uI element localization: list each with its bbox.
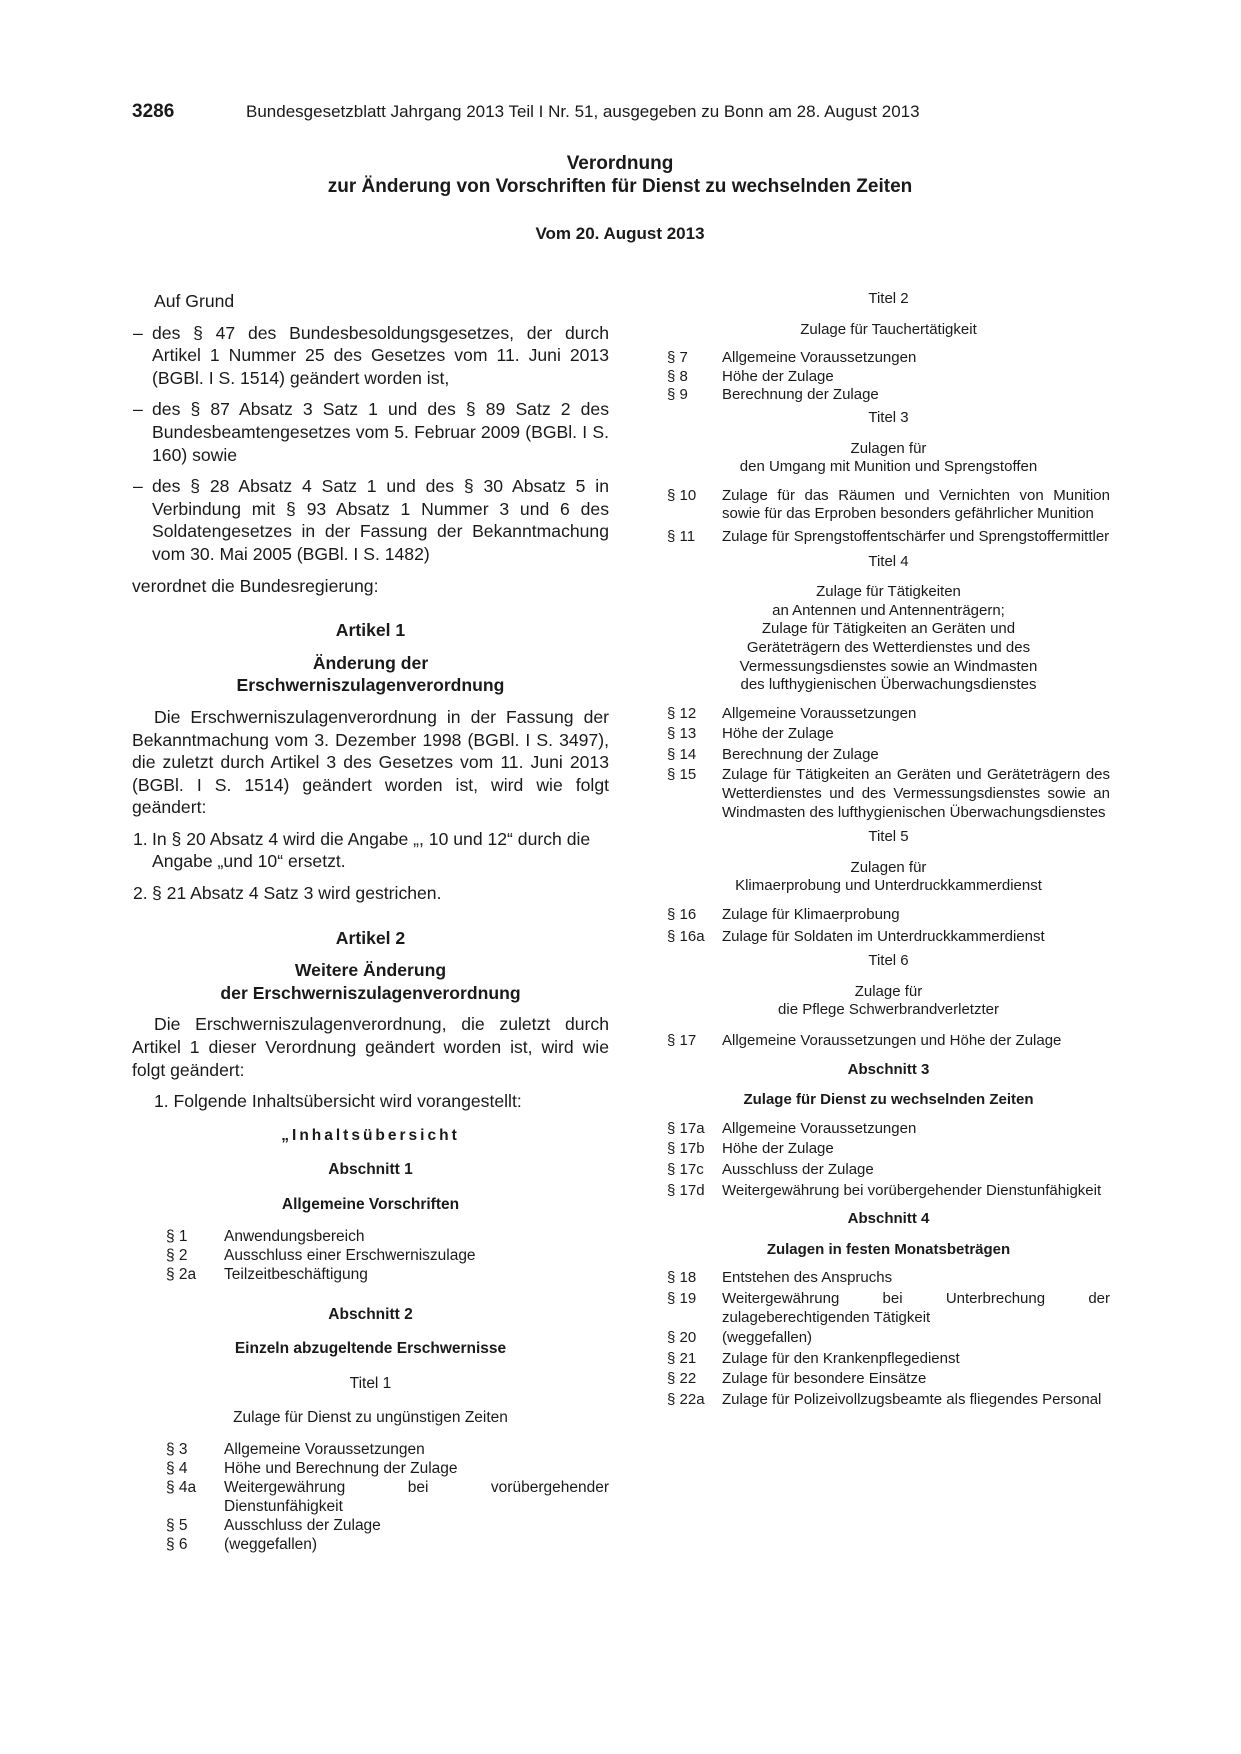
paragraph-title: (weggefallen)	[224, 1535, 318, 1553]
paragraph-number: § 7	[667, 349, 688, 367]
right-column	[667, 290, 1110, 1410]
paragraph-number: § 22	[667, 1370, 697, 1388]
title-6-list	[667, 1032, 1110, 1051]
preamble-closing: verordnet die Bundesregierung:	[132, 575, 379, 596]
title-line-1: Verordnung	[566, 153, 674, 174]
title-2-heading: Titel 2	[868, 290, 909, 307]
paragraph-title: Zulage für den Krankenpflegedienst	[722, 1349, 960, 1367]
paragraph-number: § 18	[667, 1269, 697, 1287]
item-text: § 21 Absatz 4 Satz 3 wird gestrichen.	[152, 883, 442, 904]
toc-entry	[667, 487, 1110, 524]
dash-marker: –	[133, 476, 143, 497]
title-4-name-line: Geräteträgern des Wetterdienstes und des	[746, 638, 1031, 656]
title-5-name-1: Zulagen für	[850, 858, 927, 876]
preamble-item	[132, 322, 609, 390]
section-3-name: Zulage für Dienst zu wechselnden Zeiten	[743, 1091, 1034, 1109]
toc-entry	[132, 1246, 609, 1265]
title-4-name-line: des lufthygienischen Überwachungsdienstes	[740, 676, 1037, 694]
paragraph-number: § 10	[667, 486, 697, 504]
toc-entry	[667, 1391, 1110, 1410]
toc-entry	[132, 1478, 609, 1516]
title-4-name-line: Vermessungsdienstes sowie an Windmasten	[739, 657, 1038, 675]
toc-entry	[667, 528, 1110, 547]
toc-entry	[667, 1032, 1110, 1051]
toc-entry	[132, 1440, 609, 1459]
section-1-name: Allgemeine Vorschriften	[281, 1196, 460, 1213]
preamble-item-text: des § 87 Absatz 3 Satz 1 und des § 89 Satz 2 des Bundesbeamtengesetzes vom 5. Februar 2009 (BGBl. I S. 160) sowie	[152, 399, 609, 465]
title-4-name-line: Zulage für Tätigkeiten	[816, 583, 961, 601]
paragraph-title: Zulage für Polizeivollzugsbeamte als fliegendes Personal	[722, 1390, 1102, 1408]
paragraph-number: § 5	[166, 1516, 188, 1534]
paragraph-title: Zulage für das Räumen und Vernichten von Munition sowie für das Erproben besonders gefährlicher Munition	[722, 486, 1110, 523]
paragraph-title: Allgemeine Voraussetzungen	[224, 1440, 425, 1458]
dash-marker: –	[133, 399, 143, 420]
paragraph-title: Weitergewährung bei vorübergehender Dienstunfähigkeit	[722, 1181, 1102, 1199]
paragraph-number: § 12	[667, 704, 697, 722]
toc-entry	[132, 1459, 609, 1478]
title-6-heading: Titel 6	[868, 952, 909, 970]
toc-entry	[667, 1269, 1110, 1288]
preamble-item	[132, 398, 609, 466]
toc-entry	[667, 906, 1110, 925]
paragraph-title: Zulage für Sprengstoffentschärfer und Sprengstoffermittler	[722, 527, 1110, 545]
section-3-title: Abschnitt 3	[847, 1060, 930, 1078]
document-title	[240, 152, 1000, 198]
paragraph-number: § 16a	[667, 927, 705, 945]
paragraph-number: § 14	[667, 745, 697, 763]
paragraph-number: § 13	[667, 725, 697, 743]
paragraph-number: § 2a	[166, 1265, 197, 1283]
toc-entry	[667, 1161, 1110, 1180]
toc-entry	[667, 746, 1110, 765]
paragraph-title: Ausschluss der Zulage	[224, 1516, 381, 1534]
document-date: Vom 20. August 2013	[535, 224, 705, 243]
paragraph-title: Höhe der Zulage	[722, 725, 834, 743]
paragraph-title: Berechnung der Zulage	[722, 386, 879, 404]
paragraph-title: Höhe der Zulage	[722, 367, 834, 385]
title-1-heading: Titel 1	[349, 1374, 392, 1392]
article-1-body: Die Erschwerniszulagenverordnung in der Fassung der Bekanntmachung vom 3. Dezember 1998 (BGBl. I S. 3497), die zuletzt durch Artikel 3 des Gesetzes vom 11. Juni 2013 (BGBl. I S. 1514) geändert worden ist, wird wie folgt geändert:	[132, 706, 609, 818]
title-4-name-line: Zulage für Tätigkeiten an Geräten und	[761, 620, 1016, 638]
paragraph-number: § 17a	[667, 1119, 705, 1137]
paragraph-number: § 20	[667, 1329, 697, 1347]
paragraph-number: § 19	[667, 1289, 697, 1307]
paragraph-number: § 2	[166, 1246, 188, 1264]
paragraph-title: Weitergewährung bei vorübergehender Dienstunfähigkeit	[224, 1478, 609, 1515]
title-4-list	[667, 705, 1110, 823]
toc-entry	[667, 1329, 1110, 1348]
paragraph-number: § 17c	[667, 1160, 704, 1178]
preamble-intro: Auf Grund	[154, 291, 235, 311]
paragraph-number: § 16	[667, 906, 697, 924]
title-3-list	[667, 487, 1110, 547]
title-6-name-1: Zulage für	[854, 982, 923, 1000]
toc-entry	[667, 766, 1110, 822]
paragraph-number: § 9	[667, 386, 688, 404]
paragraph-number: § 17d	[667, 1181, 705, 1199]
section-4-name: Zulagen in festen Monatsbeträgen	[766, 1240, 1011, 1258]
article-1-title-1: Änderung der	[312, 652, 429, 673]
running-title: Bundesgesetzblatt Jahrgang 2013 Teil I Nr. 51, ausgegeben zu Bonn am 28. August 2013	[246, 102, 920, 121]
paragraph-title: Zulage für besondere Einsätze	[722, 1370, 927, 1388]
section-1-list	[132, 1227, 609, 1284]
article-2-title-1: Weitere Änderung	[294, 960, 447, 981]
paragraph-number: § 22a	[667, 1390, 705, 1408]
paragraph-number: § 3	[166, 1440, 188, 1458]
article-1-item	[132, 828, 609, 873]
preamble-item	[132, 475, 609, 565]
paragraph-number: § 1	[166, 1227, 188, 1245]
paragraph-number: § 15	[667, 766, 697, 784]
title-line-2: zur Änderung von Vorschriften für Dienst zu wechselnden Zeiten	[327, 176, 913, 197]
title-3-name-1: Zulagen für	[850, 439, 927, 457]
paragraph-title: Höhe der Zulage	[722, 1140, 834, 1158]
toc-entry	[667, 368, 1110, 387]
toc-entry	[132, 1516, 609, 1535]
toc-entry	[667, 349, 1110, 368]
paragraph-number: § 17b	[667, 1140, 705, 1158]
paragraph-title: Anwendungsbereich	[224, 1227, 365, 1245]
title-5-name-2: Klimaerprobung und Unterdruckkammerdienst	[735, 877, 1042, 895]
title-1-list	[132, 1440, 609, 1554]
section-3-list	[667, 1120, 1110, 1200]
article-2-item-1: 1. Folgende Inhaltsübersicht wird vorangestellt:	[154, 1091, 522, 1112]
toc-entry	[667, 725, 1110, 744]
article-1-title-2: Erschwerniszulagenverordnung	[236, 675, 505, 696]
toc-entry	[667, 928, 1110, 947]
toc-entry	[132, 1535, 609, 1554]
article-2-heading: Artikel 2	[335, 927, 406, 948]
toc-entry	[667, 1370, 1110, 1389]
toc-entry	[667, 1120, 1110, 1139]
title-4-heading: Titel 4	[868, 552, 909, 570]
title-4-name-line: an Antennen und Antennenträgern;	[772, 601, 1005, 619]
item-number: 2.	[133, 883, 148, 904]
paragraph-title: Entstehen des Anspruchs	[722, 1269, 893, 1287]
toc-entry	[667, 1350, 1110, 1369]
paragraph-number: § 21	[667, 1349, 697, 1367]
title-3-name-2: den Umgang mit Munition und Sprengstoffen	[739, 458, 1038, 476]
paragraph-title: (weggefallen)	[722, 1329, 813, 1347]
paragraph-title: Zulage für Klimaerprobung	[722, 906, 900, 924]
article-1-heading: Artikel 1	[335, 620, 406, 641]
paragraph-title: Höhe und Berechnung der Zulage	[224, 1459, 458, 1477]
preamble-item-text: des § 47 des Bundesbesoldungsgesetzes, der durch Artikel 1 Nummer 25 des Gesetzes vom 11. Juni 2013 (BGBl. I S. 1514) geändert worden ist,	[152, 322, 609, 388]
title-5-heading: Titel 5	[868, 828, 909, 846]
toc-entry	[667, 1182, 1110, 1201]
toc-entry	[667, 705, 1110, 724]
title-2-name: Zulage für Tauchertätigkeit	[800, 320, 977, 338]
paragraph-title: Allgemeine Voraussetzungen	[722, 349, 917, 367]
section-4-title: Abschnitt 4	[847, 1210, 930, 1228]
title-6-name-2: die Pflege Schwerbrandverletzter	[778, 1001, 999, 1019]
paragraph-number: § 4a	[166, 1478, 197, 1496]
article-2-title-2: der Erschwerniszulagenverordnung	[220, 982, 521, 1003]
paragraph-title: Berechnung der Zulage	[722, 745, 879, 763]
title-5-list	[667, 906, 1110, 946]
toc-entry	[132, 1227, 609, 1246]
item-text: In § 20 Absatz 4 wird die Angabe „, 10 und 12“ durch die Angabe „und 10“ ersetzt.	[152, 828, 591, 872]
paragraph-number: § 17	[667, 1032, 697, 1049]
toc-entry	[667, 1290, 1110, 1327]
preamble-item-text: des § 28 Absatz 4 Satz 1 und des § 30 Absatz 5 in Verbindung mit § 93 Absatz 1 Nummer 3 und 6 des Soldatengesetzes in der Fassung der Bekanntmachung vom 30. Mai 2005 (BGBl. I S. 1482)	[152, 476, 609, 564]
section-2-name: Einzeln abzugeltende Erschwernisse	[234, 1340, 507, 1358]
article-2-body: Die Erschwerniszulagenverordnung, die zuletzt durch Artikel 1 dieser Verordnung geändert worden ist, wird wie folgt geändert:	[132, 1014, 609, 1080]
title-2-list	[667, 349, 1110, 405]
paragraph-title: Allgemeine Voraussetzungen	[722, 704, 917, 722]
section-2-title: Abschnitt 2	[328, 1305, 413, 1323]
paragraph-title: Allgemeine Voraussetzungen	[722, 1119, 917, 1137]
paragraph-title: Ausschluss einer Erschwerniszulage	[224, 1246, 476, 1264]
item-number: 1.	[133, 828, 148, 849]
paragraph-title: Teilzeitbeschäftigung	[224, 1265, 368, 1283]
paragraph-title: Ausschluss der Zulage	[722, 1160, 874, 1178]
paragraph-title: Zulage für Tätigkeiten an Geräten und Geräteträgern des Wetterdienstes und des Vermessungsdienstes sowie an Windmasten des lufthygienischen Überwachungsdienstes	[722, 766, 1110, 821]
paragraph-number: § 4	[166, 1459, 188, 1477]
title-1-name: Zulage für Dienst zu ungünstigen Zeiten	[233, 1409, 508, 1427]
paragraph-number: § 6	[166, 1535, 188, 1553]
section-1-title: Abschnitt 1	[328, 1161, 413, 1179]
toc-entry	[667, 1140, 1110, 1159]
toc-entry	[132, 1265, 609, 1284]
article-1-item	[132, 882, 609, 905]
dash-marker: –	[133, 322, 143, 343]
section-4-list	[667, 1269, 1110, 1409]
toc-heading: „Inhaltsübersicht	[281, 1126, 460, 1144]
left-column	[132, 290, 609, 1554]
toc-entry	[667, 386, 1110, 405]
paragraph-number: § 8	[667, 367, 688, 385]
paragraph-title: Allgemeine Voraussetzungen und Höhe der Zulage	[722, 1032, 1062, 1049]
paragraph-title: Weitergewährung bei Unterbrechung der zulageberechtigenden Tätigkeit	[722, 1289, 1110, 1326]
paragraph-number: § 11	[667, 527, 696, 545]
page-number: 3286	[132, 101, 175, 122]
title-3-heading: Titel 3	[868, 408, 909, 426]
paragraph-title: Zulage für Soldaten im Unterdruckkammerdienst	[722, 927, 1045, 945]
